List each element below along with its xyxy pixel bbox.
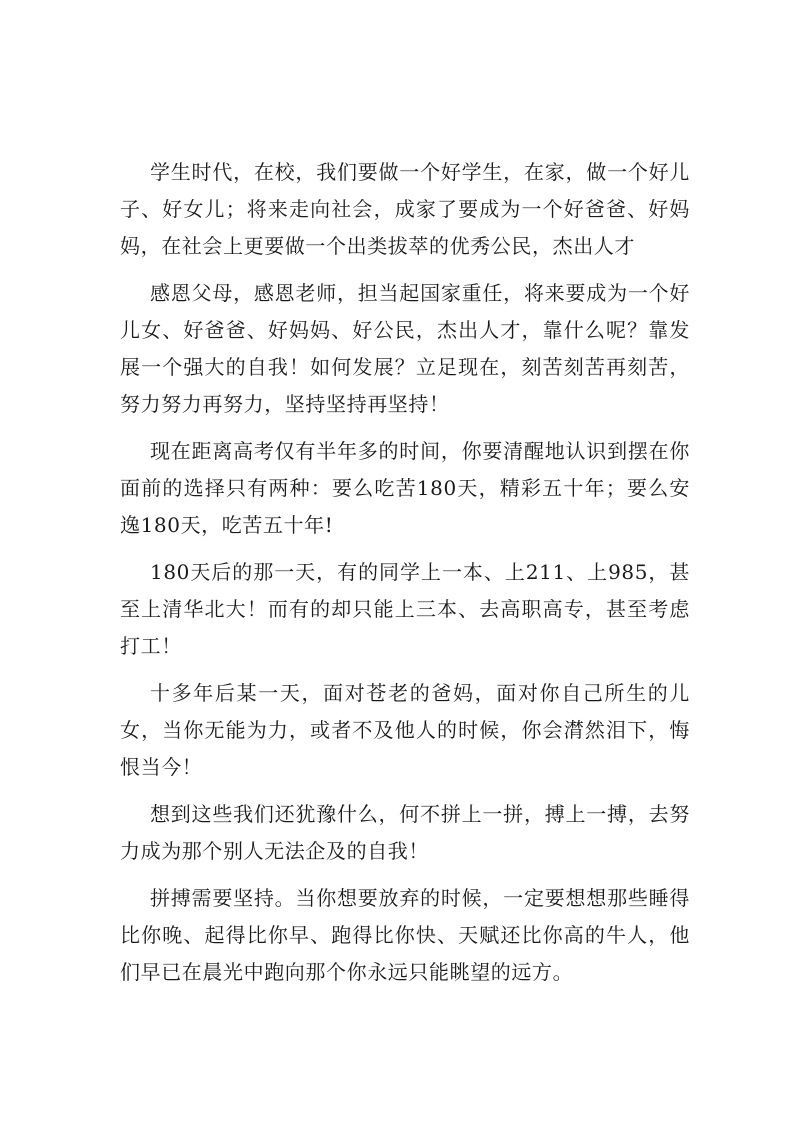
paragraph-4: 180天后的那一天，有的同学上一本、上211、上985，甚至上清华北大！而有的却只能上三本、去高职高专，甚至考虑打工！: [120, 560, 690, 658]
document-body: [120, 154, 690, 1001]
paragraph-3: 现在距离高考仅有半年多的时间，你要清醒地认识到摆在你面前的选择只有两种：要么吃苦180天，精彩五十年；要么安逸180天，吃苦五十年!: [120, 439, 690, 537]
paragraph-2: 感恩父母，感恩老师，担当起国家重任，将来要成为一个好儿女、好爸爸、好妈妈、好公民，杰出人才，靠什么呢？靠发展一个强大的自我！如何发展？立足现在，刻苦刻苦再刻苦，努力努力再努力，坚持坚持再坚持！: [120, 281, 690, 416]
paragraph-6: 想到这些我们还犹豫什么，何不拼上一拼，搏上一搏，去努力成为那个别人无法企及的自我！: [120, 802, 690, 863]
paragraph-7: 拼搏需要坚持。当你想要放弃的时候，一定要想想那些睡得比你晚、起得比你早、跑得比你快、天赋还比你高的牛人，他们早已在晨光中跑向那个你永远只能眺望的远方。: [120, 886, 690, 984]
paragraph-5: 十多年后某一天，面对苍老的爸妈，面对你自己所生的儿女，当你无能为力，或者不及他人的时候，你会潸然泪下，悔恨当今！: [120, 681, 690, 779]
paragraph-1: 学生时代，在校，我们要做一个好学生，在家，做一个好儿子、好女儿；将来走向社会，成家了要成为一个好爸爸、好妈妈，在社会上更要做一个出类拔萃的优秀公民，杰出人才: [120, 160, 690, 258]
